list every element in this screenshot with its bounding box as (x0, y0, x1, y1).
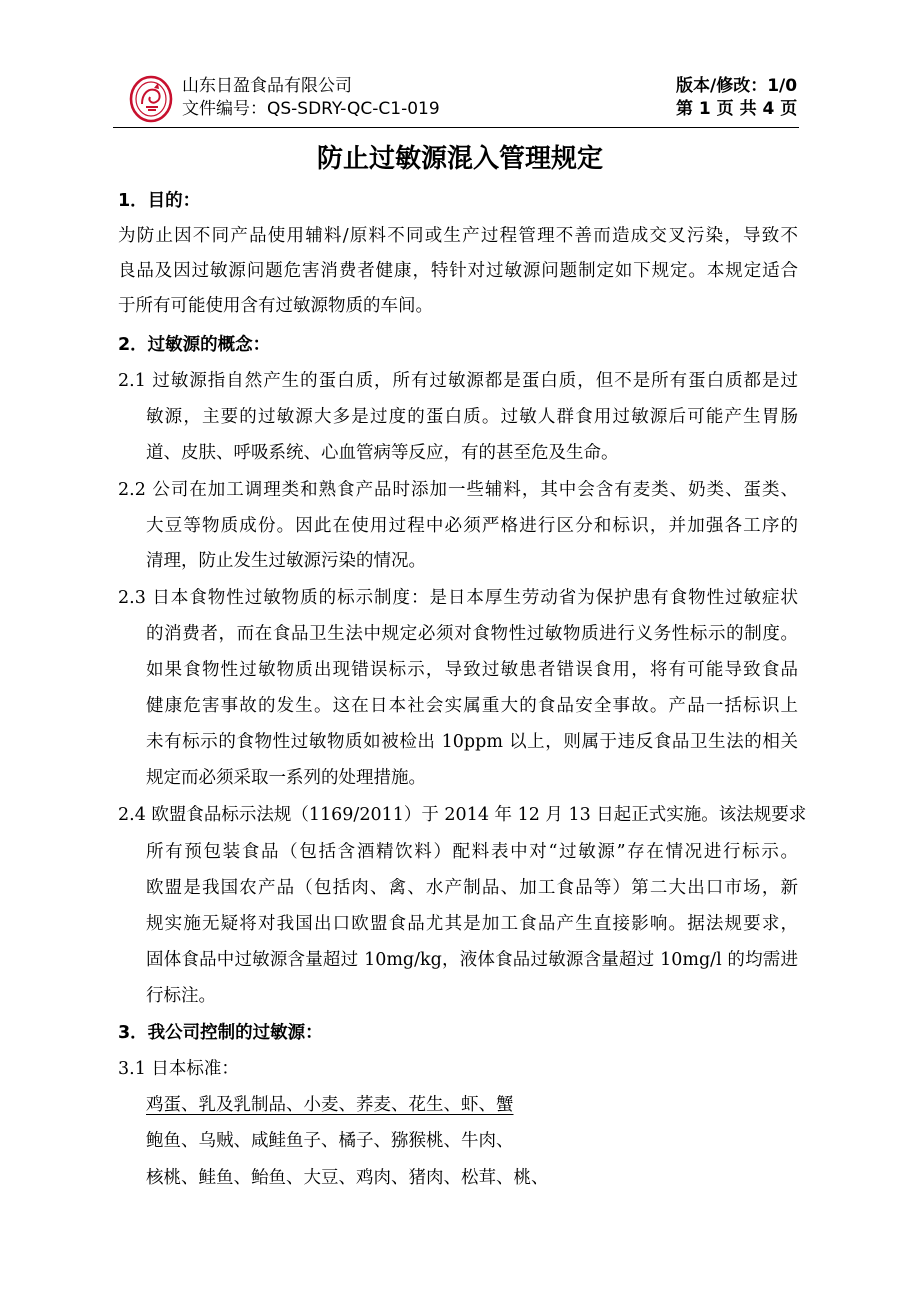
paragraph-line: 2.1 过敏源指自然产生的蛋白质，所有过敏源都是蛋白质，但不是所有蛋白质都是过 (118, 371, 798, 391)
company-name: 山东日盈食品有限公司 (182, 76, 352, 95)
allergen-list-line: 核桃、鲑鱼、鲐鱼、大豆、鸡肉、猪肉、松茸、桃、 (146, 1168, 549, 1188)
paragraph-line: 规实施无疑将对我国出口欧盟食品尤其是加工食品产生直接影响。据法规要求， (146, 914, 798, 934)
paragraph-line: 2.2 公司在加工调理类和熟食产品时添加一些辅料，其中会含有麦类、奶类、蛋类、 (118, 480, 798, 500)
paragraph-line: 规定而必须采取一系列的处理措施。 (146, 768, 426, 788)
company-logo-icon (128, 74, 174, 124)
paragraph-line: 大豆等物质成份。因此在使用过程中必须严格进行区分和标识，并加强各工序的 (146, 516, 798, 536)
subsection-3-1-heading: 3.1 日本标准： (118, 1059, 239, 1079)
paragraph-line: 所有预包装食品（包括含酒精饮料）配料表中对“过敏源”存在情况进行标示。 (146, 842, 798, 862)
paragraph-line: 良品及因过敏源问题危害消费者健康，特针对过敏源问题制定如下规定。本规定适合 (118, 261, 798, 281)
allergen-list-line: 鸡蛋、乳及乳制品、小麦、荞麦、花生、虾、蟹 (146, 1095, 514, 1115)
paragraph-line: 未有标示的食物性过敏物质如被检出 10ppm 以上，则属于违反食品卫生法的相关 (146, 732, 798, 752)
paragraph-line: 行标注。 (146, 986, 216, 1006)
section-1-heading: 1．目的： (118, 191, 201, 211)
allergen-list-line: 鲍鱼、乌贼、咸鲑鱼子、橘子、猕猴桃、牛肉、 (146, 1131, 514, 1151)
paragraph-line: 欧盟是我国农产品（包括肉、禽、水产制品、加工食品等）第二大出口市场，新 (146, 878, 798, 898)
section-3-heading: 3．我公司控制的过敏源： (118, 1023, 323, 1043)
section-2-heading: 2．过敏源的概念： (118, 335, 271, 355)
paragraph-line: 道、皮肤、呼吸系统、心血管病等反应，有的甚至危及生命。 (146, 443, 619, 463)
paragraph-line: 于所有可能使用含有过敏源物质的车间。 (118, 296, 433, 316)
paragraph-line: 的消费者，而在食品卫生法中规定必须对食物性过敏物质进行义务性标示的制度。 (146, 624, 798, 644)
paragraph-line: 健康危害事故的发生。这在日本社会实属重大的食品安全事故。产品一括标识上 (146, 696, 798, 716)
paragraph-line: 固体食品中过敏源含量超过 10mg/kg，液体食品过敏源含量超过 10mg/l 的均需进 (146, 950, 798, 970)
paragraph-line: 如果食物性过敏物质出现错误标示，导致过敏患者错误食用，将有可能导致食品 (146, 660, 798, 680)
paragraph-line: 敏源，主要的过敏源大多是过度的蛋白质。过敏人群食用过敏源后可能产生胃肠 (146, 407, 798, 427)
paragraph-line: 为防止因不同产品使用辅料/原料不同或生产过程管理不善而造成交叉污染，导致不 (118, 226, 798, 246)
paragraph-line: 2.4 欧盟食品标示法规（1169/2011）于 2014 年 12 月 13 日起正式实施。该法规要求 (118, 805, 807, 825)
document-title: 防止过敏源混入管理规定 (316, 144, 603, 174)
paragraph-line: 2.3 日本食物性过敏物质的标示制度：是日本厚生劳动省为保护患有食物性过敏症状 (118, 588, 798, 608)
paragraph-line: 清理，防止发生过敏源污染的情况。 (146, 551, 426, 571)
page-count: 第 1 页 共 4 页 (676, 99, 798, 119)
version-label: 版本/修改：1/0 (676, 76, 798, 96)
header-divider (113, 127, 799, 128)
document-number: 文件编号：QS-SDRY-QC-C1-019 (182, 99, 440, 119)
